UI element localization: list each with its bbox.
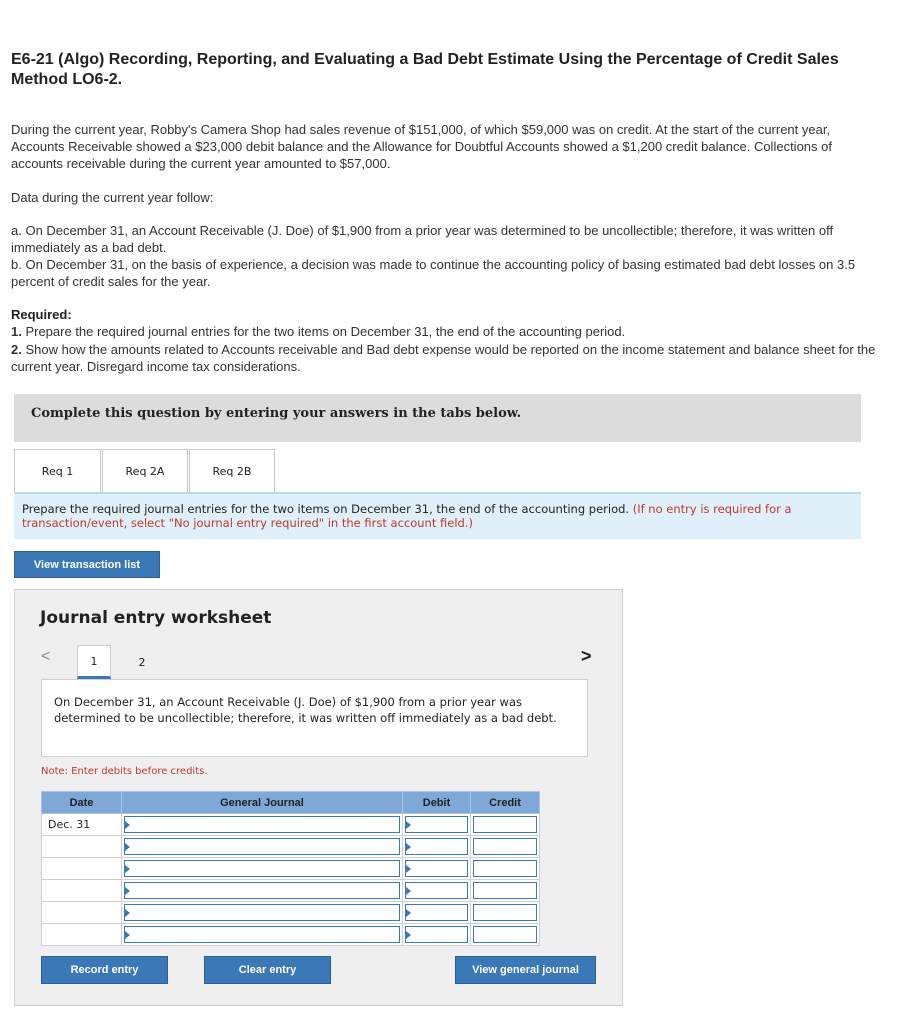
required-1-text: Prepare the required journal entries for the two items on December 31, the end of the accounting period.: [21, 324, 626, 339]
column-debit: Debit: [403, 792, 471, 814]
debit-input[interactable]: [405, 926, 468, 943]
dropdown-arrow-icon: [125, 843, 130, 851]
column-credit: Credit: [471, 792, 540, 814]
tab-req-2b[interactable]: Req 2B: [189, 449, 275, 492]
journal-table: [41, 791, 540, 946]
debit-input[interactable]: [405, 882, 468, 899]
credit-cell: [471, 880, 540, 902]
credit-cell: [471, 902, 540, 924]
debit-cell: [403, 902, 471, 924]
credit-input[interactable]: [473, 860, 537, 877]
account-cell: [122, 836, 403, 858]
required-2-number: 2.: [11, 342, 22, 357]
data-heading: Data during the current year follow:: [11, 190, 214, 205]
instruction-main: Prepare the required journal entries for the two items on December 31, the end of the accounting period.: [22, 502, 633, 516]
debit-input[interactable]: [405, 838, 468, 855]
account-cell: [122, 924, 403, 946]
dropdown-arrow-icon: [125, 865, 130, 873]
credit-input[interactable]: [473, 882, 537, 899]
required-1-number: 1.: [11, 324, 22, 339]
journal-entry-worksheet: [14, 589, 623, 1006]
item-a: a. On December 31, an Account Receivable (J. Doe) of $1,900 from a prior year was determined to be uncollectible; therefore, it was written off immediately as a bad debt.: [11, 223, 834, 255]
worksheet-page-2[interactable]: 2: [125, 645, 159, 679]
account-cell: [122, 880, 403, 902]
date-cell: [42, 924, 122, 946]
dropdown-arrow-icon: [125, 887, 130, 895]
debit-input[interactable]: [405, 904, 468, 921]
required-heading: Required:: [11, 307, 72, 322]
dropdown-arrow-icon: [406, 931, 411, 939]
table-row: [42, 902, 540, 924]
credit-input[interactable]: [473, 926, 537, 943]
required-1: [11, 323, 881, 340]
problem-title: E6-21 (Algo) Recording, Reporting, and Evaluating a Bad Debt Estimate Using the Percentage of Credit Sales Method LO6-2.: [11, 51, 839, 88]
column-general-journal: General Journal: [122, 792, 403, 814]
account-dropdown[interactable]: [124, 882, 400, 899]
account-dropdown[interactable]: [124, 904, 400, 921]
dropdown-arrow-icon: [125, 931, 130, 939]
dropdown-arrow-icon: [406, 865, 411, 873]
debit-cell: [403, 858, 471, 880]
item-b: b. On December 31, on the basis of experience, a decision was made to continue the accounting policy of basing estimated bad debt losses on 3.5 percent of credit sales for the year.: [11, 257, 856, 289]
credit-cell: [471, 924, 540, 946]
table-row: [42, 836, 540, 858]
credit-cell: [471, 836, 540, 858]
table-row: [42, 924, 540, 946]
account-dropdown[interactable]: [124, 860, 400, 877]
account-cell: [122, 814, 403, 836]
required-2-text: Show how the amounts related to Accounts receivable and Bad debt expense would be reported on the income statement and balance sheet for the current year. Disregard income tax considerations.: [11, 342, 876, 374]
debit-cell: [403, 836, 471, 858]
table-row: [42, 858, 540, 880]
worksheet-title: Journal entry worksheet: [40, 608, 272, 628]
credit-cell: [471, 814, 540, 836]
view-transaction-list-button[interactable]: View transaction list: [14, 551, 160, 578]
column-date: Date: [42, 792, 122, 814]
debit-cell: [403, 814, 471, 836]
credit-input[interactable]: [473, 838, 537, 855]
date-cell: [42, 902, 122, 924]
table-row: [42, 880, 540, 902]
debit-cell: [403, 880, 471, 902]
debit-input[interactable]: [405, 860, 468, 877]
instruction-banner: [14, 394, 861, 442]
dropdown-arrow-icon: [406, 843, 411, 851]
dropdown-arrow-icon: [406, 821, 411, 829]
credit-cell: [471, 858, 540, 880]
problem-intro: During the current year, Robby's Camera Shop had sales revenue of $151,000, of which $59,000 was on credit. At the start of the current year, Accounts Receivable showed a $23,000 debit balance and the Allowance for Doubtful Accounts showed a $1,200 credit balance. Collections of accounts receivable during the current year amounted to $57,000.: [11, 122, 832, 171]
clear-entry-button[interactable]: Clear entry: [204, 956, 331, 984]
date-cell: [42, 836, 122, 858]
debits-note: Note: Enter debits before credits.: [41, 766, 208, 777]
banner-text: Complete this question by entering your answers in the tabs below.: [31, 406, 522, 421]
transaction-description: On December 31, an Account Receivable (J. Doe) of $1,900 from a prior year was determined to be uncollectible; therefore, it was written off immediately as a bad debt.: [41, 679, 588, 757]
dropdown-arrow-icon: [125, 909, 130, 917]
dropdown-arrow-icon: [406, 887, 411, 895]
credit-input[interactable]: [473, 904, 537, 921]
tab-instruction: [14, 492, 861, 539]
dropdown-arrow-icon: [125, 821, 130, 829]
chevron-left-icon[interactable]: <: [41, 648, 51, 665]
account-dropdown[interactable]: [124, 926, 400, 943]
account-dropdown[interactable]: [124, 816, 400, 833]
credit-input[interactable]: [473, 816, 537, 833]
chevron-right-icon[interactable]: >: [581, 646, 592, 666]
account-dropdown[interactable]: [124, 838, 400, 855]
date-cell: Dec. 31: [42, 814, 122, 836]
table-row: [42, 814, 540, 836]
date-cell: [42, 858, 122, 880]
instruction-hint: (If no entry is required for a transaction/event, select "No journal entry required" in the first account field.): [22, 502, 792, 530]
tab-req-1[interactable]: Req 1: [14, 449, 101, 492]
account-cell: [122, 902, 403, 924]
debit-input[interactable]: [405, 816, 468, 833]
record-entry-button[interactable]: Record entry: [41, 956, 168, 984]
debit-cell: [403, 924, 471, 946]
date-cell: [42, 880, 122, 902]
required-2: [11, 341, 881, 375]
account-cell: [122, 858, 403, 880]
tab-req-2a[interactable]: Req 2A: [102, 449, 188, 492]
view-general-journal-button[interactable]: View general journal: [455, 956, 596, 984]
worksheet-page-1[interactable]: 1: [77, 645, 111, 679]
dropdown-arrow-icon: [406, 909, 411, 917]
journal-header-row: [42, 792, 540, 814]
